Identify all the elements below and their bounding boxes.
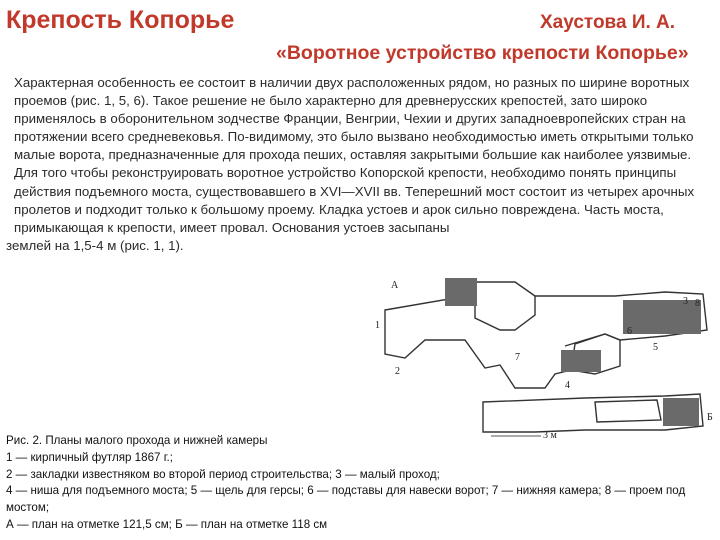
caption-line-2: 1 — кирпичный футляр 1867 г.; (6, 450, 173, 464)
label-b: Б (707, 412, 713, 423)
plan-b-inner (595, 400, 661, 422)
caption-line-5: А — план на отметке 121,5 см; Б — план на отметке 118 см (6, 517, 328, 531)
label-8: 8 (695, 298, 700, 309)
label-6: 6 (627, 326, 632, 337)
label-3: 3 (683, 296, 688, 307)
label-1: 1 (375, 320, 380, 331)
body-text (6, 74, 712, 255)
figure-caption (6, 433, 706, 534)
label-2: 2 (395, 366, 400, 377)
label-7: 7 (515, 352, 520, 363)
caption-line-4: 4 — ниша для подъемного моста; 5 — щель для герсы; 6 — подставы для навески ворот; 7 — нижняя камера; 8 — проем под мостом; (6, 484, 686, 515)
plan-a-outline (385, 282, 707, 388)
plan-a-hatch-right (623, 300, 701, 334)
paragraph-2-tail: землей на 1,5-4 м (рис. 1, 1). (6, 237, 184, 253)
label-4: 4 (565, 380, 570, 391)
label-a: А (391, 280, 399, 291)
label-5: 5 (653, 342, 658, 353)
plan-b-hatch-right (663, 398, 699, 426)
paragraph-1: Характерная особенность ее состоит в наличии двух расположенных рядом, но разных по ширине воротных проемов (рис. 1, 5, 6). Такое решение не было характерно для древнерусских крепостей, зато широко применялось в оборонительном зодчестве Франции, Венгрии, Чехии и других западноевропейских стран на протяжении всего средневековья. По-видимому, это было вызвано необходимостью иметь открытыми только малые ворота, предназначенные для прохода пеших, оставляя закрытыми большие как наиболее уязвимые. (14, 75, 694, 163)
caption-line-1: Рис. 2. Планы малого прохода и нижней камеры (6, 434, 268, 447)
fortress-gate-plan-figure (365, 270, 717, 442)
plan-a-hatch-left (445, 278, 477, 306)
plan-a-hatch-mid (561, 350, 601, 372)
scale-label: 3 м (543, 430, 557, 441)
page-title: Крепость Копорье (6, 6, 235, 34)
page-subtitle: «Воротное устройство крепости Копорье» (276, 42, 689, 64)
caption-line-3: 2 — закладки известняком во второй период строительства; 3 — малый проход; (6, 467, 440, 481)
author-name: Хаустова И. А. (540, 12, 676, 33)
paragraph-2: Для того чтобы реконструировать воротное устройство Копорской крепости, необходимо понять принципы действия подъемного моста, существовавшего в XVI—XVII вв. Теперешний мост состоит из четырех арочных пролетов и подходит только к большому проему. Кладка устоев и арок сильно повреждена. Часть моста, примыкающая к крепости, имеет провал. Основания устоев засыпаны (14, 165, 695, 235)
